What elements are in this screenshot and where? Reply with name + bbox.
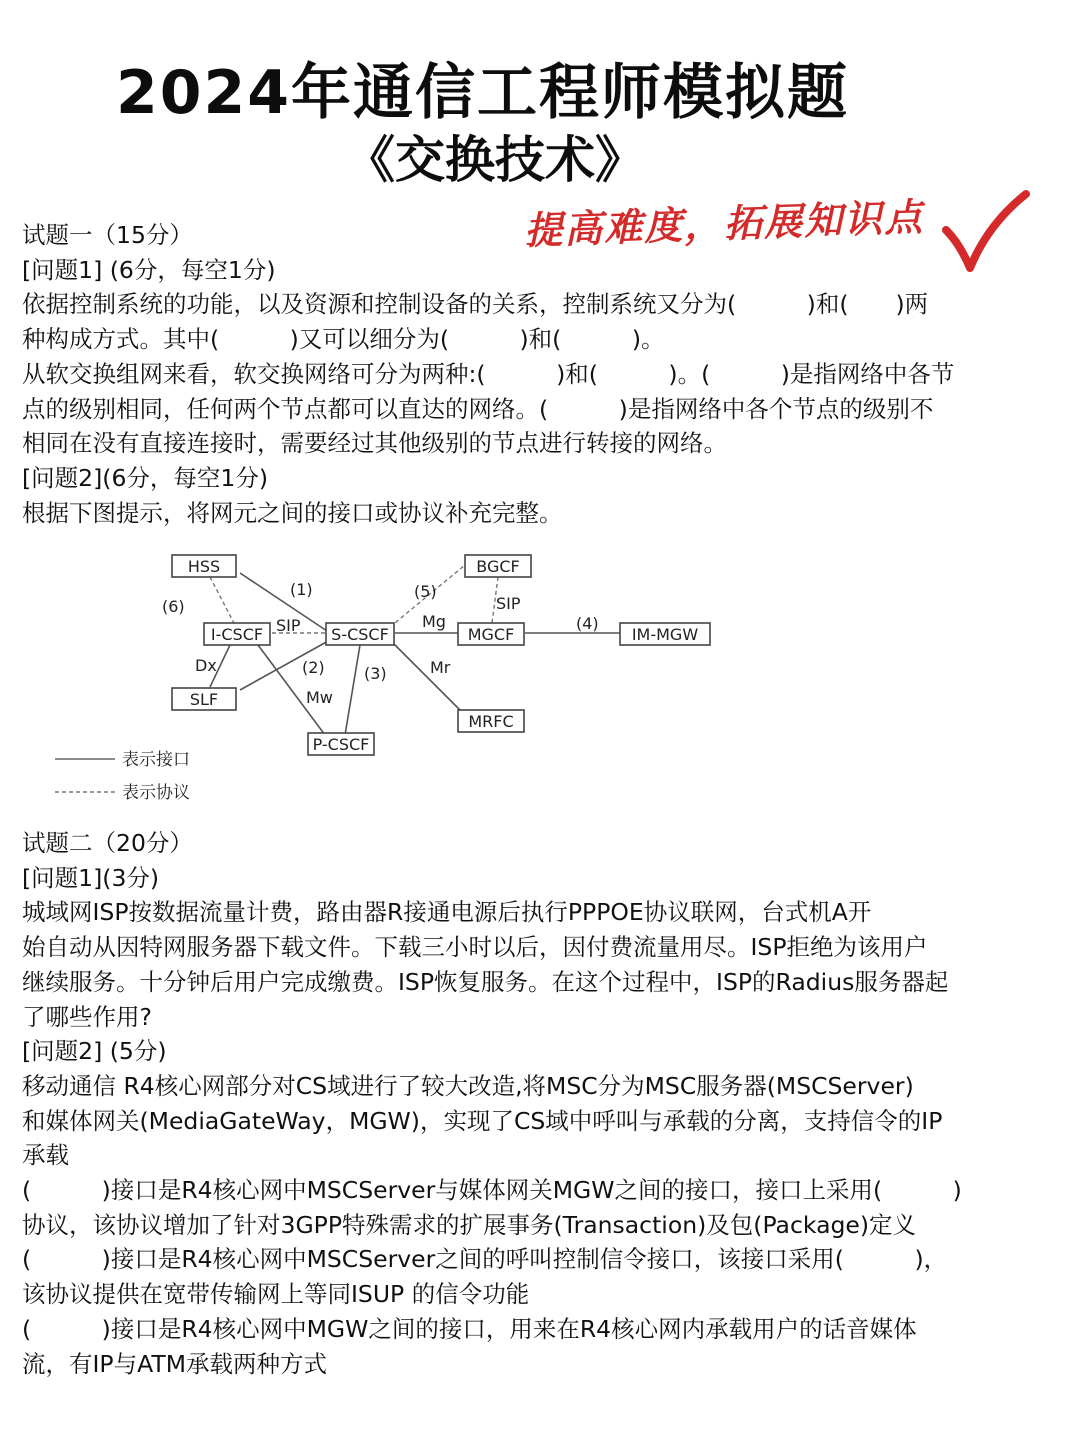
q1-part1-heading: [问题1] (6分，每空1分) bbox=[22, 255, 276, 284]
question-one bbox=[22, 218, 1032, 530]
text-line: 从软交换组网来看，软交换网络可分为两种:( )和( )。( )是指网络中各节 bbox=[22, 359, 955, 388]
label-1: (1) bbox=[290, 580, 313, 599]
label-5: (5) bbox=[414, 582, 437, 601]
label-4: (4) bbox=[576, 614, 599, 633]
node-mgcf: MGCF bbox=[467, 625, 515, 644]
label-sip-1: SIP bbox=[276, 616, 301, 635]
label-sip-2: SIP bbox=[496, 594, 521, 613]
node-icscf: I-CSCF bbox=[210, 625, 264, 644]
text-line: 流，有IP与ATM承载两种方式 bbox=[22, 1349, 327, 1378]
node-slf: SLF bbox=[189, 690, 219, 709]
text-line: ( )接口是R4核心网中MGW之间的接口，用来在R4核心网内承载用户的话音媒体 bbox=[22, 1314, 917, 1343]
label-mr: Mr bbox=[430, 658, 451, 677]
ims-network-diagram bbox=[40, 545, 730, 810]
q2-part2-heading: [问题2] (5分) bbox=[22, 1037, 167, 1066]
text-line: 点的级别相同，任何两个节点都可以直达的网络。( )是指网络中各个节点的级别不 bbox=[22, 394, 934, 423]
question-two-heading: 试题二（20分） bbox=[22, 829, 193, 857]
label-mg: Mg bbox=[422, 612, 446, 631]
q2-part1-heading: [问题1](3分) bbox=[22, 863, 160, 892]
text-line: ( )接口是R4核心网中MSCServer与媒体网关MGW之间的接口，接口上采用( ) bbox=[22, 1176, 962, 1205]
page-title: 2024年通信工程师模拟题 bbox=[116, 58, 849, 128]
label-3: (3) bbox=[364, 664, 387, 683]
node-mrfc: MRFC bbox=[468, 712, 514, 731]
text-line: 城域网ISP按数据流量计费，路由器R接通电源后执行PPPOE协议联网，台式机A开 bbox=[22, 898, 872, 927]
label-mw: Mw bbox=[306, 688, 333, 707]
label-2: (2) bbox=[302, 658, 325, 677]
text-line: 相同在没有直接连接时，需要经过其他级别的节点进行转接的网络。 bbox=[22, 429, 727, 458]
text-line: 和媒体网关(MediaGateWay，MGW)，实现了CS域中呼叫与承载的分离，支持信令的IP bbox=[22, 1106, 943, 1135]
line-scscf-pcscf bbox=[345, 645, 360, 735]
page-subtitle: 《交换技术》 bbox=[345, 131, 645, 189]
text-line: 种构成方式。其中( )又可以细分为( )和( )。 bbox=[22, 325, 665, 354]
q1-part2-heading: [问题2](6分，每空1分) bbox=[22, 463, 269, 492]
node-hss: HSS bbox=[187, 557, 221, 576]
legend-protocol: 表示协议 bbox=[122, 783, 190, 803]
node-immgw: IM-MGW bbox=[631, 625, 699, 644]
question-two bbox=[22, 826, 1032, 1381]
node-pcscf: P-CSCF bbox=[312, 735, 370, 754]
node-scscf: S-CSCF bbox=[331, 625, 389, 644]
text-line: 协议，该协议增加了针对3GPP特殊需求的扩展事务(Transaction)及包(Package)定义 bbox=[22, 1210, 917, 1239]
handwritten-note: 提高难度，拓展知识点 bbox=[523, 194, 925, 253]
text-line: ( )接口是R4核心网中MSCServer之间的呼叫控制信令接口，该接口采用( )， bbox=[22, 1245, 948, 1274]
node-bgcf: BGCF bbox=[476, 557, 520, 576]
text-line: 该协议提供在宽带传输网上等同ISUP 的信令功能 bbox=[22, 1280, 530, 1309]
question-one-heading: 试题一（15分） bbox=[22, 221, 193, 249]
dashed-hss-icscf bbox=[210, 577, 235, 625]
text-line: 继续服务。十分钟后用户完成缴费。ISP恢复服务。在这个过程中，ISP的Radius服务器起 bbox=[22, 967, 949, 996]
label-6: (6) bbox=[162, 597, 185, 616]
legend-interface: 表示接口 bbox=[122, 750, 190, 770]
text-line: 根据下图提示，将网元之间的接口或协议补充完整。 bbox=[22, 498, 563, 527]
text-line: 始自动从因特网服务器下载文件。下载三小时以后，因付费流量用尽。ISP拒绝为该用户 bbox=[22, 933, 928, 962]
label-dx: Dx bbox=[195, 656, 217, 675]
text-line: 了哪些作用? bbox=[22, 1002, 152, 1031]
text-line: 移动通信 R4核心网部分对CS域进行了较大改造,将MSC分为MSC服务器(MSCServer) bbox=[22, 1071, 914, 1100]
text-line: 依据控制系统的功能，以及资源和控制设备的关系，控制系统又分为( )和( )两 bbox=[22, 290, 929, 319]
text-line: 承载 bbox=[22, 1141, 69, 1170]
